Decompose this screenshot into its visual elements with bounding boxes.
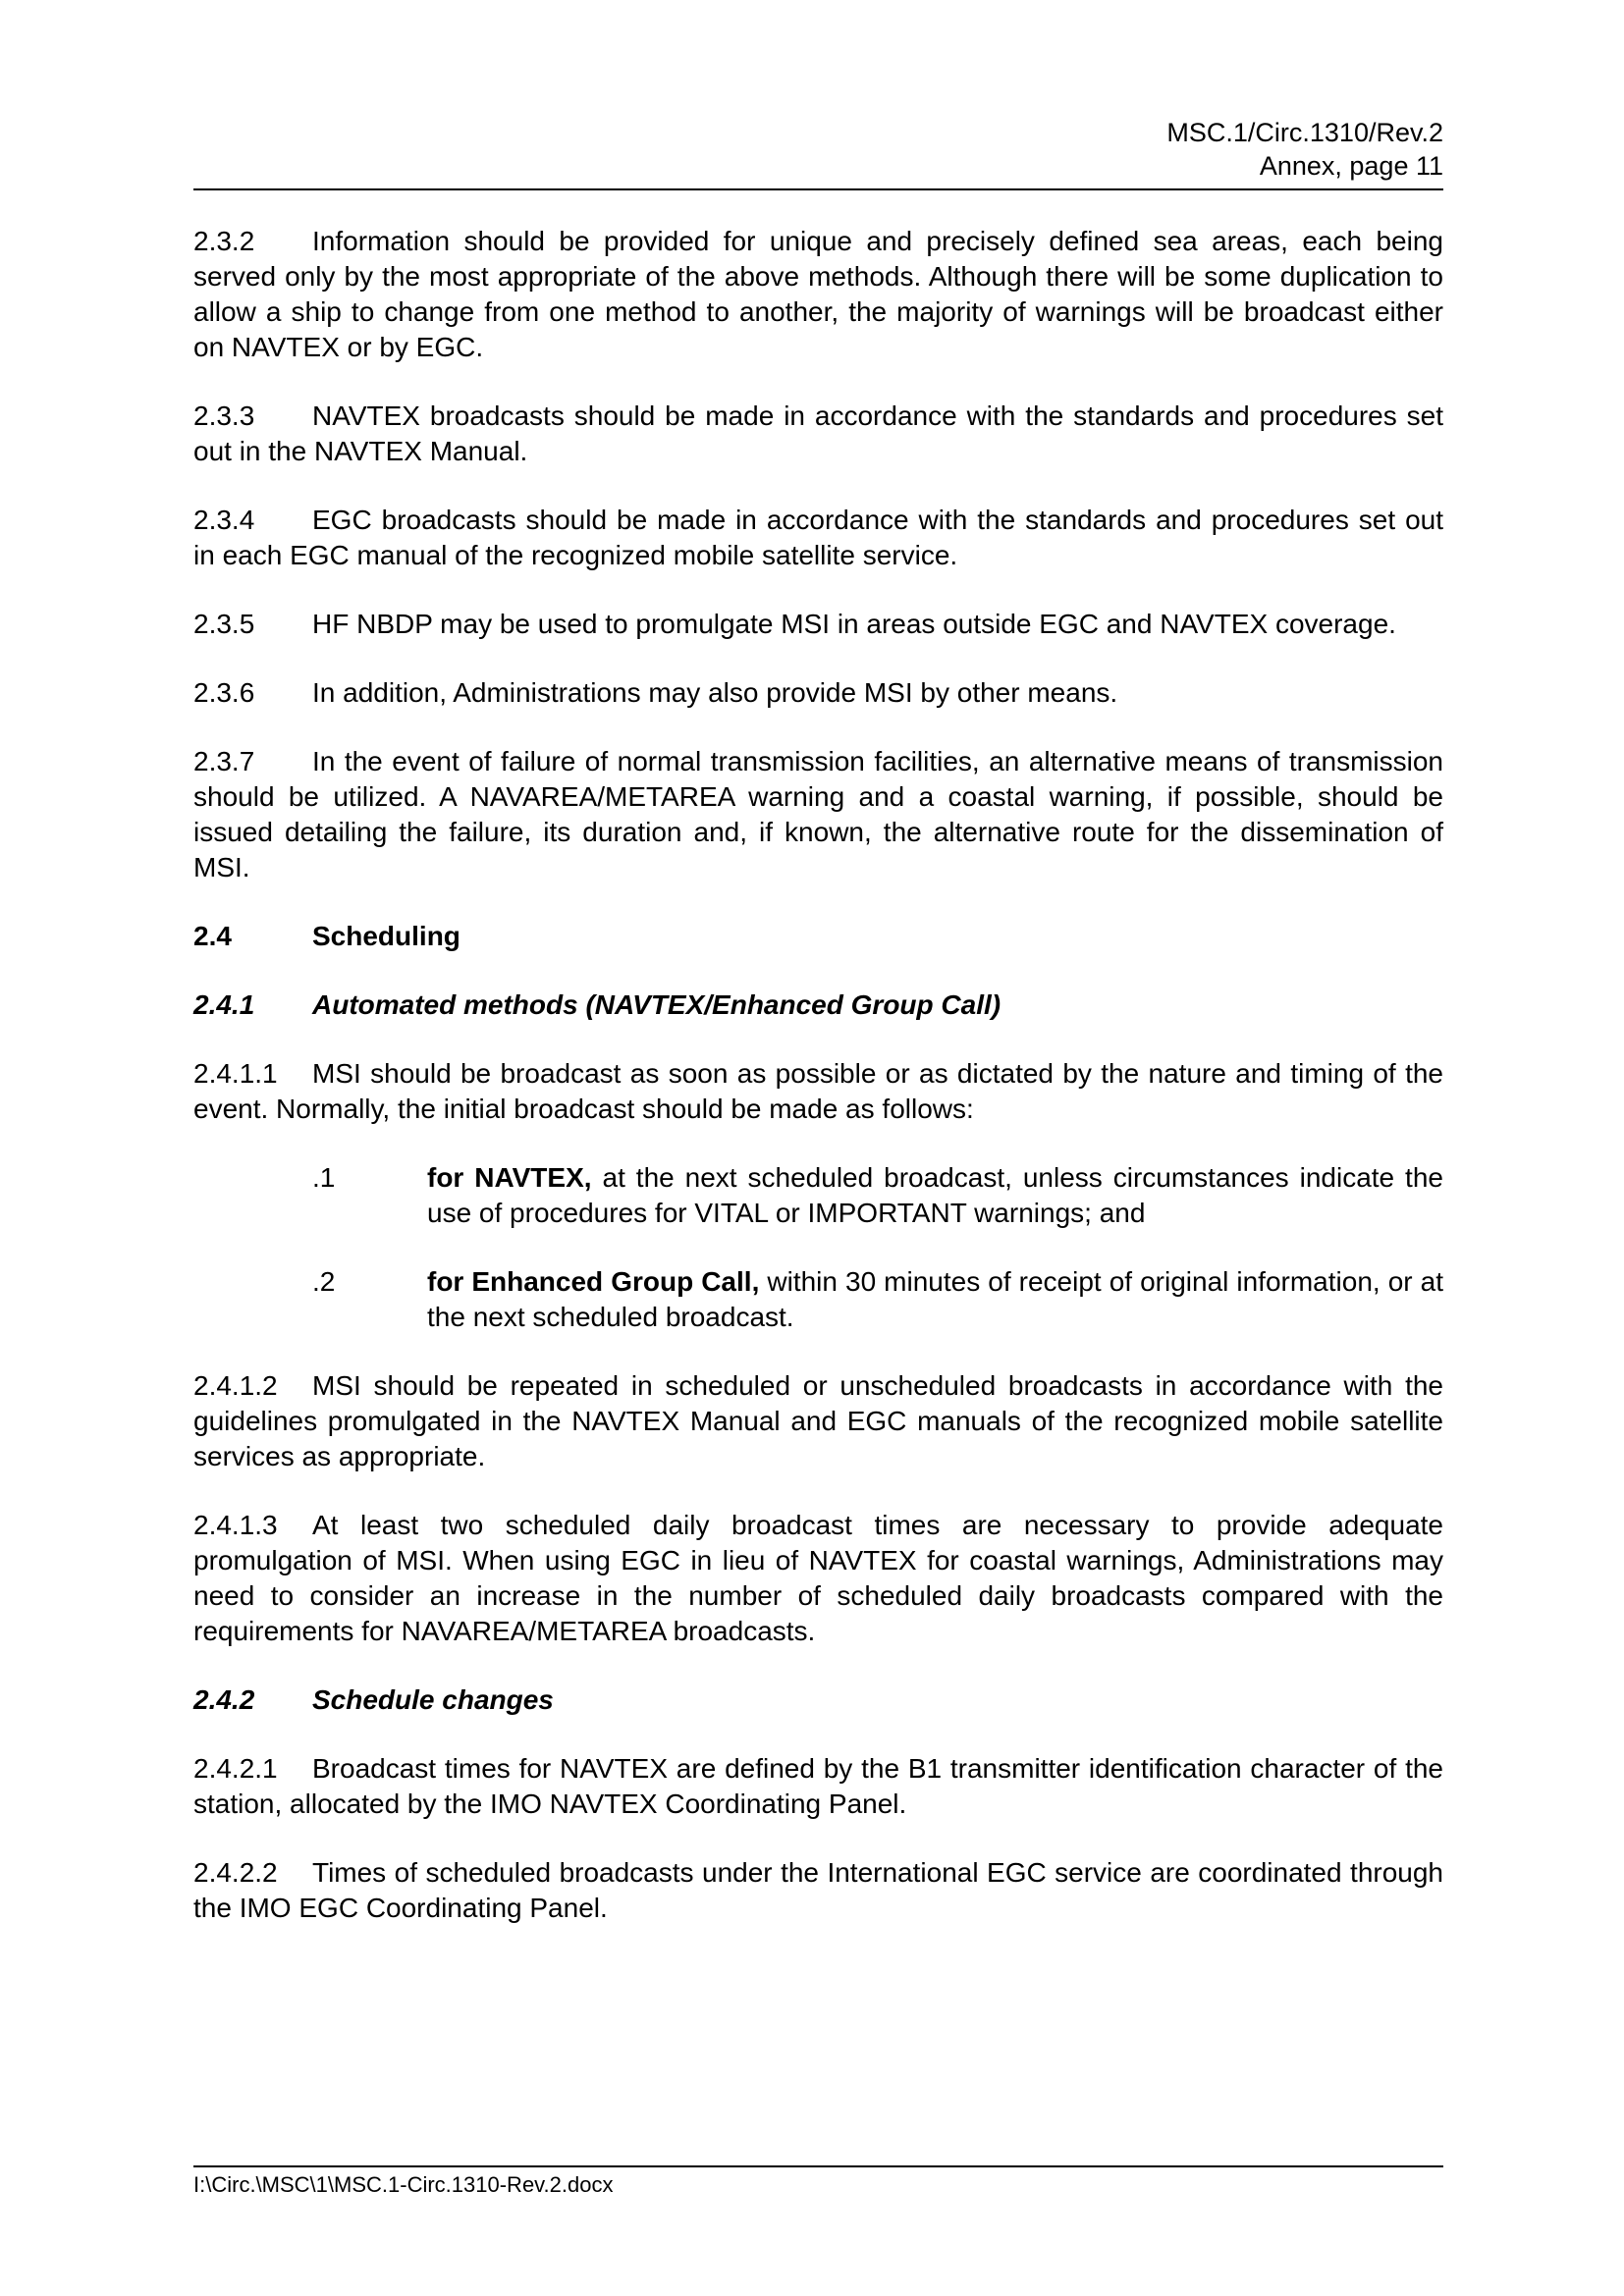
paragraph-2-3-4 xyxy=(193,503,1443,573)
paragraph-text: MSI should be broadcast as soon as possible or as dictated by the nature and timing of the event. Normally, the initial broadcast should be made as follows: xyxy=(193,1058,1443,1124)
paragraph-text: Broadcast times for NAVTEX are defined by the B1 transmitter identification character of the station, allocated by the IMO NAVTEX Coordinating Panel. xyxy=(193,1753,1443,1819)
paragraph-text: In the event of failure of normal transmission facilities, an alternative means of transmission should be utilized. A NAVAREA/METAREA warning and a coastal warning, if possible, should be issued detailing the failure, its duration and, if known, the alternative route for the dissemination of MSI. xyxy=(193,746,1443,882)
paragraph-2-4-1-1 xyxy=(193,1056,1443,1127)
footer-file-path: I:\Circ.\MSC\1\MSC.1-Circ.1310-Rev.2.docx xyxy=(193,2172,614,2197)
page-header xyxy=(193,116,1443,183)
paragraph-2-3-6 xyxy=(193,675,1443,711)
paragraph-number: 2.3.5 xyxy=(193,609,255,639)
list-item-number: .1 xyxy=(312,1162,336,1193)
section-heading-2-4-2 xyxy=(193,1682,1443,1718)
list-item-lead: for Enhanced Group Call, xyxy=(427,1266,760,1297)
list-item-number: .2 xyxy=(312,1266,336,1297)
paragraph-2-4-2-1 xyxy=(193,1751,1443,1822)
section-heading-2-4-1 xyxy=(193,988,1443,1023)
paragraph-text: EGC broadcasts should be made in accordance with the standards and procedures set out in each EGC manual of the recognized mobile satellite service. xyxy=(193,505,1443,570)
heading-text: Scheduling xyxy=(312,921,460,951)
paragraph-2-4-1-3 xyxy=(193,1508,1443,1649)
heading-number: 2.4 xyxy=(193,921,232,951)
heading-text: Automated methods (NAVTEX/Enhanced Group Call) xyxy=(312,989,1001,1020)
paragraph-number: 2.3.4 xyxy=(193,505,255,535)
list-item-lead: for NAVTEX, xyxy=(427,1162,592,1193)
paragraph-text: HF NBDP may be used to promulgate MSI in areas outside EGC and NAVTEX coverage. xyxy=(312,609,1396,639)
paragraph-2-4-2-2 xyxy=(193,1855,1443,1926)
paragraph-number: 2.4.1.3 xyxy=(193,1510,278,1540)
heading-text: Schedule changes xyxy=(312,1684,554,1715)
paragraph-2-3-7 xyxy=(193,744,1443,885)
paragraph-number: 2.3.7 xyxy=(193,746,255,776)
paragraph-text: In addition, Administrations may also provide MSI by other means. xyxy=(312,677,1118,708)
document-reference: MSC.1/Circ.1310/Rev.2 xyxy=(1166,118,1443,147)
paragraph-2-3-2 xyxy=(193,224,1443,365)
heading-number: 2.4.1 xyxy=(193,989,255,1020)
page-number: Annex, page 11 xyxy=(1259,151,1443,181)
paragraph-text: Information should be provided for unique and precisely defined sea areas, each being served only by the most appropriate of the above methods. Although there will be some duplication to allow a ship to change from one method to another, the majority of warnings will be broadcast either on NAVTEX or by EGC. xyxy=(193,226,1443,362)
footer-divider xyxy=(193,2165,1443,2167)
paragraph-number: 2.4.1.1 xyxy=(193,1058,278,1089)
list-item-1 xyxy=(193,1160,1443,1231)
paragraph-number: 2.3.2 xyxy=(193,226,255,256)
paragraph-text: Times of scheduled broadcasts under the International EGC service are coordinated through the IMO EGC Coordinating Panel. xyxy=(193,1857,1443,1923)
list-item-text: at the next scheduled broadcast, unless circumstances indicate the use of procedures for VITAL or IMPORTANT warnings; and xyxy=(427,1162,1443,1228)
paragraph-number: 2.4.1.2 xyxy=(193,1370,278,1401)
paragraph-2-3-5 xyxy=(193,607,1443,642)
list-item-2 xyxy=(193,1264,1443,1335)
paragraph-text: NAVTEX broadcasts should be made in accordance with the standards and procedures set out in the NAVTEX Manual. xyxy=(193,400,1443,466)
paragraph-text: MSI should be repeated in scheduled or unscheduled broadcasts in accordance with the guidelines promulgated in the NAVTEX Manual and EGC manuals of the recognized mobile satellite services as appropriate. xyxy=(193,1370,1443,1471)
paragraph-number: 2.4.2.1 xyxy=(193,1753,278,1784)
section-heading-2-4 xyxy=(193,919,1443,954)
paragraph-2-3-3 xyxy=(193,399,1443,469)
paragraph-2-4-1-2 xyxy=(193,1368,1443,1474)
document-body xyxy=(193,224,1443,1959)
paragraph-number: 2.3.3 xyxy=(193,400,255,431)
paragraph-number: 2.4.2.2 xyxy=(193,1857,278,1888)
paragraph-text: At least two scheduled daily broadcast times are necessary to provide adequate promulgation of MSI. When using EGC in lieu of NAVTEX for coastal warnings, Administrations may need to consider an increase in the number of scheduled daily broadcasts compared with the requirements for NAVAREA/METAREA broadcasts. xyxy=(193,1510,1443,1646)
list-item-text: within 30 minutes of receipt of original information, or at the next scheduled broadcast. xyxy=(427,1266,1443,1332)
heading-number: 2.4.2 xyxy=(193,1684,255,1715)
paragraph-number: 2.3.6 xyxy=(193,677,255,708)
header-divider xyxy=(193,188,1443,190)
